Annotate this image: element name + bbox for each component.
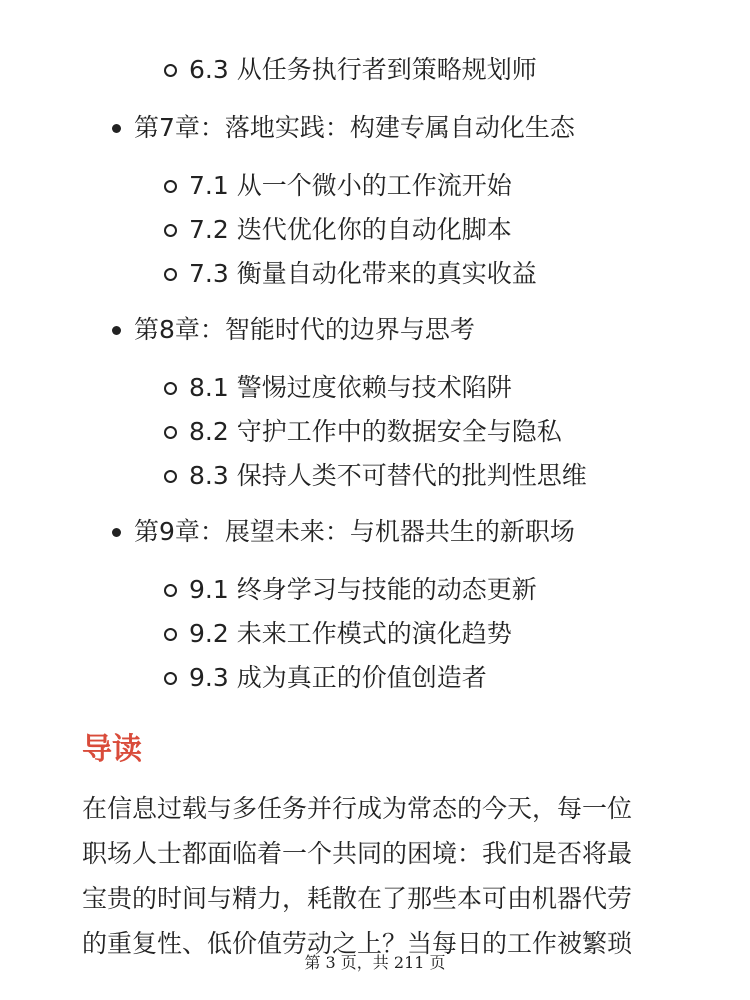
toc-section-item[interactable] — [189, 166, 512, 206]
intro-paragraph — [82, 786, 672, 966]
toc-item-text: 9.2 未来工作模式的演化趋势 — [189, 619, 512, 648]
toc-item-text: 8.3 保持人类不可替代的批判性思维 — [189, 461, 587, 490]
toc-item-text: 第9章：展望未来：与机器共生的新职场 — [134, 517, 575, 546]
circle-bullet-icon — [164, 224, 177, 237]
toc-item-text: 7.3 衡量自动化带来的真实收益 — [189, 259, 537, 288]
paragraph-line: 的重复性、低价值劳动之上？当每日的工作被繁琐 — [82, 929, 633, 958]
toc-chapter-item[interactable] — [134, 512, 575, 552]
disc-bullet-icon — [112, 528, 121, 537]
paragraph-line: 在信息过载与多任务并行成为常态的今天，每一位 — [82, 794, 633, 823]
toc-section-item[interactable] — [189, 210, 512, 250]
page-number-footer: 第 3 页，共 211 页 — [304, 953, 446, 972]
toc-item-text: 6.3 从任务执行者到策略规划师 — [189, 55, 537, 84]
paragraph-line: 职场人士都面临着一个共同的困境：我们是否将最 — [82, 839, 633, 868]
toc-section-item[interactable] — [189, 368, 512, 408]
toc-item-text: 7.1 从一个微小的工作流开始 — [189, 171, 512, 200]
toc-section-item[interactable] — [189, 412, 562, 452]
toc-section-item[interactable] — [189, 50, 537, 90]
section-heading: 导读 — [82, 732, 142, 767]
circle-bullet-icon — [164, 268, 177, 281]
circle-bullet-icon — [164, 584, 177, 597]
circle-bullet-icon — [164, 470, 177, 483]
disc-bullet-icon — [112, 326, 121, 335]
toc-section-item[interactable] — [189, 254, 537, 294]
toc-chapter-item[interactable] — [134, 310, 475, 350]
toc-item-text: 8.2 守护工作中的数据安全与隐私 — [189, 417, 562, 446]
toc-section-item[interactable] — [189, 658, 487, 698]
circle-bullet-icon — [164, 382, 177, 395]
toc-item-text: 第8章：智能时代的边界与思考 — [134, 315, 475, 344]
toc-item-text: 7.2 迭代优化你的自动化脚本 — [189, 215, 512, 244]
toc-item-text: 9.1 终身学习与技能的动态更新 — [189, 575, 537, 604]
toc-section-item[interactable] — [189, 456, 587, 496]
circle-bullet-icon — [164, 426, 177, 439]
toc-item-text: 9.3 成为真正的价值创造者 — [189, 663, 487, 692]
toc-section-item[interactable] — [189, 570, 537, 610]
circle-bullet-icon — [164, 180, 177, 193]
toc-item-text: 8.1 警惕过度依赖与技术陷阱 — [189, 373, 512, 402]
toc-chapter-item[interactable] — [134, 108, 575, 148]
paragraph-line: 宝贵的时间与精力，耗散在了那些本可由机器代劳 — [82, 884, 633, 913]
toc-item-text: 第7章：落地实践：构建专属自动化生态 — [134, 113, 575, 142]
disc-bullet-icon — [112, 124, 121, 133]
circle-bullet-icon — [164, 628, 177, 641]
toc-section-item[interactable] — [189, 614, 512, 654]
circle-bullet-icon — [164, 672, 177, 685]
circle-bullet-icon — [164, 64, 177, 77]
